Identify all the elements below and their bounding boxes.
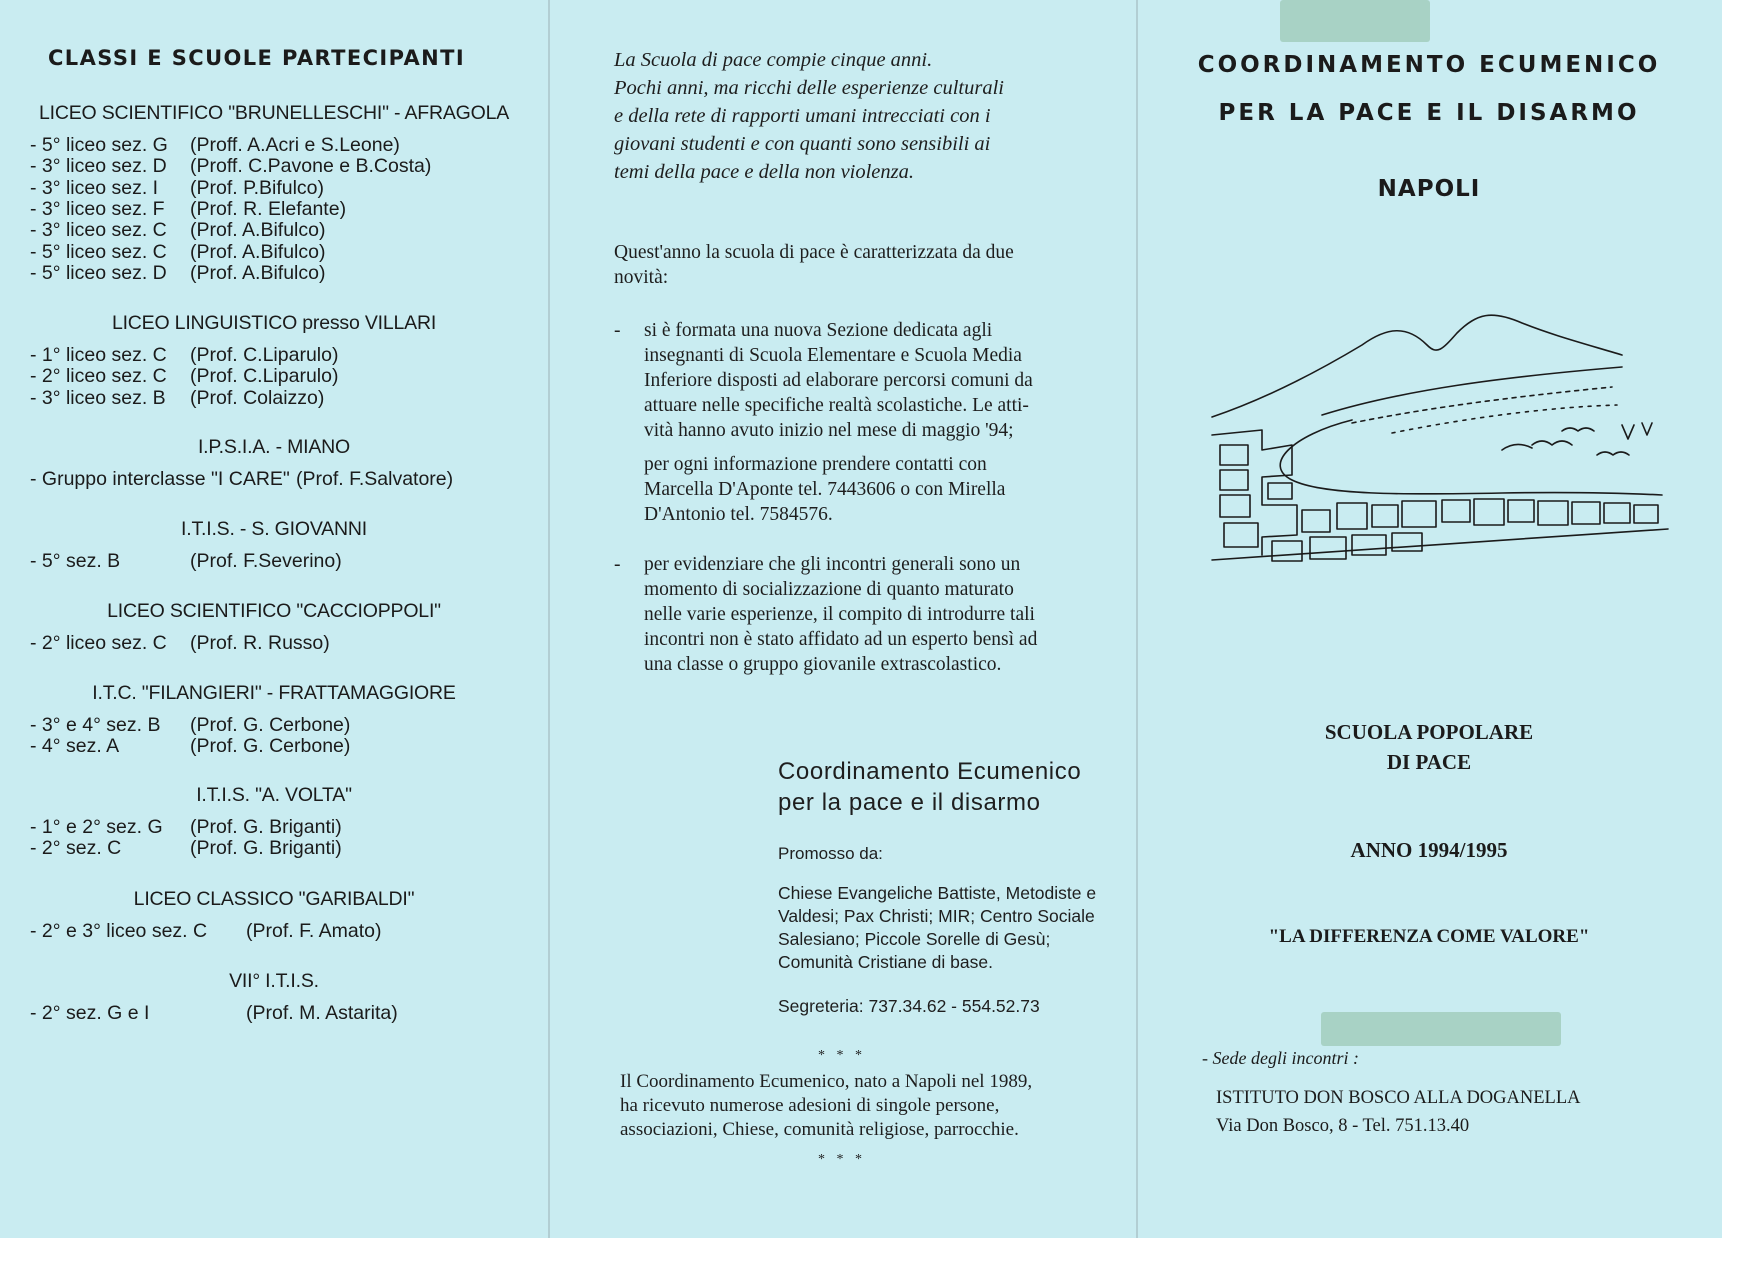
class-name: - 2° sez. G e I [30, 1002, 150, 1024]
news-line: Quest'anno la scuola di pace è caratterizzata da due [614, 242, 1014, 263]
cover-scuola-line2: DI PACE [1386, 750, 1472, 774]
bullet-dash: - [614, 554, 621, 575]
teacher-name: (Prof. R. Russo) [190, 632, 330, 654]
class-name: - 2° liceo sez. C [30, 632, 167, 654]
intro-line: La Scuola di pace compie cinque anni. [614, 49, 933, 71]
venue-address: Via Don Bosco, 8 - Tel. 751.13.40 [1216, 1116, 1470, 1136]
teacher-name: (Prof. G. Briganti) [190, 837, 342, 860]
school-heading: LICEO SCIENTIFICO "BRUNELLESCHI" - AFRAGOLA [38, 102, 510, 124]
class-name: - 3° liceo sez. F [30, 197, 165, 220]
bullet-text [644, 552, 1082, 677]
cover-title-line2: PER LA PACE E IL DISARMO [1218, 100, 1640, 126]
school-heading: LICEO LINGUISTICO presso VILLARI [111, 312, 437, 334]
separator-stars: * * * [818, 1152, 866, 1167]
bullet-line: momento di socializzazione di quanto maturato [644, 579, 1014, 600]
participants-title: CLASSI E SCUOLE PARTECIPANTI [48, 46, 466, 70]
venue-name: ISTITUTO DON BOSCO ALLA DOGANELLA [1216, 1088, 1581, 1108]
teacher-name: (Prof. R. Elefante) [190, 197, 347, 220]
cover-city: NAPOLI [1377, 176, 1481, 202]
school-heading: I.P.S.I.A. - MIANO [197, 436, 351, 458]
teacher-name: (Prof. G. Briganti) [190, 816, 342, 838]
bay-of-naples-vesuvius-drawing [1202, 305, 1672, 575]
teacher-name: (Prof. M. Astarita) [246, 1002, 398, 1024]
teacher-name: (Proff. A.Acri e S.Leone) [190, 134, 400, 156]
teacher-name: (Prof. A.Bifulco) [190, 219, 326, 242]
teacher-name: (Prof. P.Bifulco) [190, 176, 325, 199]
secretariat-phones: Segreteria: 737.34.62 - 554.52.73 [778, 996, 1040, 1016]
bullet-line: D'Antonio tel. 7584576. [644, 504, 833, 525]
teacher-name: (Prof. F.Severino) [190, 550, 342, 572]
promoter-line: Comunità Cristiane di base. [778, 952, 993, 972]
class-name: - 2° liceo sez. C [30, 365, 167, 388]
class-name: - Gruppo interclasse "I CARE" [30, 468, 290, 490]
cover-motto: "LA DIFFERENZA COME VALORE" [1268, 926, 1590, 947]
teacher-name: (Proff. C.Pavone e B.Costa) [190, 155, 432, 178]
bullet-line: per ogni informazione prendere contatti con [644, 454, 987, 475]
bullet-dash: - [614, 320, 621, 341]
cover-scuola-line1: SCUOLA POPOLARE [1324, 720, 1534, 744]
cover-title-line1: COORDINAMENTO ECUMENICO [1197, 52, 1661, 78]
bullet-line: nelle varie esperienze, il compito di introdurre tali [644, 604, 1035, 625]
bullet-line: si è formata una nuova Sezione dedicata agli [644, 320, 993, 341]
school-heading: I.T.C. "FILANGIERI" - FRATTAMAGGIORE [92, 682, 456, 704]
teacher-name: (Prof. F. Amato) [246, 920, 382, 942]
class-name: - 3° liceo sez. I [30, 176, 159, 199]
class-name: - 1° liceo sez. C [30, 344, 167, 366]
school-heading: VII° I.T.I.S. [229, 970, 319, 992]
teacher-name: (Prof. A.Bifulco) [190, 240, 326, 263]
promoter-line: Salesiano; Piccole Sorelle di Gesù; [778, 929, 1051, 949]
bullet-line: una classe o gruppo giovanile extrascolastico. [644, 654, 1002, 675]
bullet-line: per evidenziare che gli incontri generali sono un [644, 554, 1021, 575]
class-name: - 5° liceo sez. D [30, 261, 167, 284]
coordinamento-heading-line: per la pace e il disarmo [778, 789, 1041, 816]
bullet-line: vità hanno avuto inizio nel mese di maggio '94; [644, 420, 1014, 441]
bullet-line: insegnanti di Scuola Elementare e Scuola Media [644, 345, 1022, 366]
bullet-line: incontri non è stato affidato ad un esperto bensì ad [644, 629, 1038, 650]
class-name: - 1° e 2° sez. G [30, 816, 163, 838]
school-heading: LICEO SCIENTIFICO "CACCIOPPOLI" [107, 600, 441, 622]
panel-cover [1136, 0, 1722, 1238]
bullet-contact-text [644, 452, 1082, 527]
promoters-list [778, 882, 1108, 974]
class-name: - 3° liceo sez. C [30, 219, 167, 242]
teacher-name: (Prof. F.Salvatore) [296, 468, 454, 490]
intro-paragraph [614, 46, 1044, 186]
school-heading: I.T.I.S. - S. GIOVANNI [181, 518, 367, 540]
cover-year: ANNO 1994/1995 [1350, 838, 1508, 862]
class-name: - 2° sez. C [30, 837, 122, 860]
promoter-line: Chiese Evangeliche Battiste, Metodiste e [778, 883, 1097, 903]
teacher-name: (Prof. G. Cerbone) [190, 735, 351, 758]
bullet-line: attuare nelle specifiche realtà scolastiche. Le atti- [644, 395, 1029, 416]
intro-line: e della rete di rapporti umani intrecciati con i [614, 105, 991, 127]
footer-line: ha ricevuto numerose adesioni di singole persone, [620, 1095, 1000, 1116]
bullet-line: Inferiore disposti ad elaborare percorsi comuni da [644, 370, 1033, 391]
teacher-name: (Prof. Colaizzo) [190, 386, 325, 409]
teacher-name: (Prof. C.Liparulo) [190, 344, 339, 366]
panel-participants [0, 0, 548, 1238]
intro-line: temi della pace e della non violenza. [614, 161, 915, 183]
tape-mark [1321, 1012, 1561, 1046]
teacher-name: (Prof. A.Bifulco) [190, 261, 326, 284]
teacher-name: (Prof. C.Liparulo) [190, 365, 339, 388]
class-name: - 3° liceo sez. D [30, 155, 167, 178]
coordinamento-heading-line: Coordinamento Ecumenico [778, 758, 1082, 785]
bullet-line: Marcella D'Aponte tel. 7443606 o con Mirella [644, 479, 1006, 500]
intro-line: giovani studenti e con quanti sono sensibili ai [614, 133, 991, 155]
teacher-name: (Prof. G. Cerbone) [190, 714, 351, 736]
promoter-line: Valdesi; Pax Christi; MIR; Centro Sociale [778, 906, 1095, 926]
tape-mark [1280, 0, 1430, 42]
footer-line: associazioni, Chiese, comunità religiose, parrocchie. [620, 1119, 1019, 1140]
news-line: novità: [614, 267, 669, 288]
school-heading: I.T.I.S. "A. VOLTA" [196, 784, 352, 806]
footer-line: Il Coordinamento Ecumenico, nato a Napoli nel 1989, [620, 1071, 1033, 1092]
class-name: - 5° liceo sez. C [30, 240, 167, 263]
class-name: - 4° sez. A [30, 735, 120, 758]
venue-label: - Sede degli incontri : [1202, 1048, 1359, 1068]
class-name: - 2° e 3° liceo sez. C [30, 920, 208, 942]
separator-stars: * * * [818, 1048, 866, 1063]
intro-line: Pochi anni, ma ricchi delle esperienze culturali [614, 77, 1004, 99]
news-paragraph [614, 240, 1014, 290]
class-name: - 3° liceo sez. B [30, 386, 166, 409]
class-name: - 5° liceo sez. G [30, 134, 168, 156]
class-name: - 3° e 4° sez. B [30, 714, 161, 736]
bullet-text [644, 318, 1082, 443]
promoted-by-label: Promosso da: [778, 844, 883, 863]
school-heading: LICEO CLASSICO "GARIBALDI" [133, 888, 415, 910]
footer-paragraph [620, 1070, 1032, 1142]
coordinamento-heading [778, 756, 1081, 818]
panel-description [548, 0, 1136, 1238]
class-name: - 5° sez. B [30, 550, 121, 572]
